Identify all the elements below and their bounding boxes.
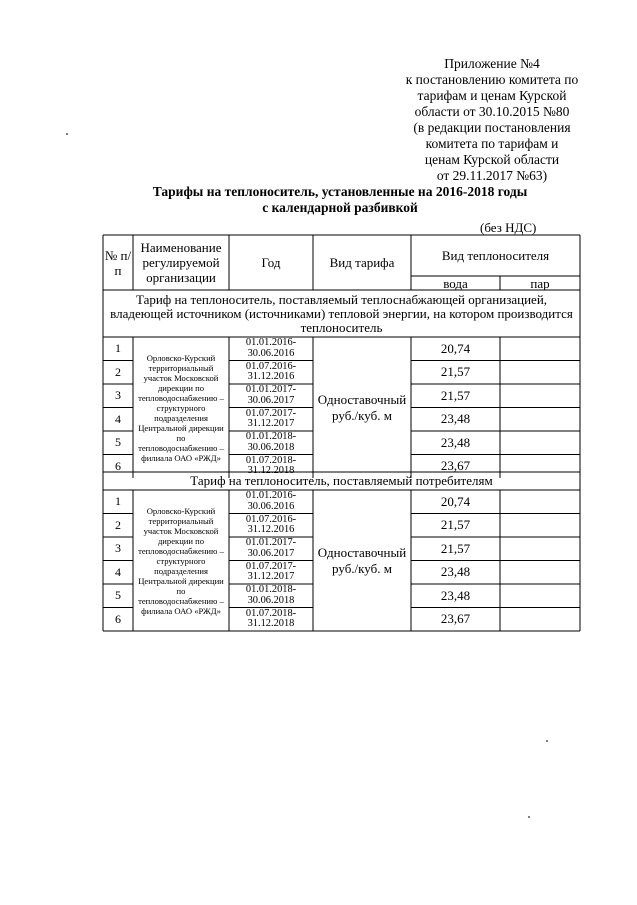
title-line-1: Тарифы на теплоноситель, установленные на 2016-2018 годы — [152, 184, 528, 199]
row-number: 6 — [115, 458, 121, 473]
water-tariff-value: 21,57 — [440, 364, 471, 380]
water-tariff-value: 23,48 — [440, 587, 471, 603]
annex-line: ценам Курской области — [424, 152, 560, 167]
steam-tariff-value — [500, 584, 580, 608]
header-organization: Наименование регулируемой организации — [140, 240, 222, 285]
organization-name: Орловско-Курский территориальный участок Московской дирекции по тепловодоснабжению – структурного подразделения Центральной дирекции по тепловодоснабжению – филиала ОАО «РЖД» — [138, 505, 224, 616]
row-number: 4 — [115, 564, 121, 579]
row-number: 2 — [115, 364, 121, 379]
row-number: 3 — [115, 541, 121, 556]
steam-tariff-value — [500, 431, 580, 455]
water-tariff-value: 20,74 — [440, 493, 471, 509]
header-year: Год — [261, 255, 281, 270]
row-number: 4 — [115, 411, 121, 426]
period-cell: 01.01.2018-30.06.2018 — [245, 584, 297, 606]
annex-line: (в редакции постановления — [413, 120, 571, 135]
annex-line: тарифам и ценам Курской — [417, 88, 567, 103]
water-tariff-value: 21,57 — [440, 540, 471, 556]
steam-tariff-value — [500, 408, 580, 432]
row-number: 2 — [115, 517, 121, 532]
scan-speck — [546, 740, 548, 742]
organization-name: Орловско-Курский территориальный участок Московской дирекции по тепловодоснабжению – структурного подразделения Центральной дирекции по тепловодоснабжению – филиала ОАО «РЖД» — [138, 352, 224, 463]
header-tariff-type: Вид тарифа — [329, 255, 395, 270]
steam-tariff-value — [500, 337, 580, 361]
header-water: вода — [443, 276, 468, 290]
water-tariff-value: 21,57 — [440, 517, 471, 533]
annex-line: комитета по тарифам и — [425, 136, 559, 151]
header-number: № п/п — [104, 247, 132, 278]
period-cell: 01.01.2018-30.06.2018 — [245, 431, 297, 453]
water-tariff-value: 23,48 — [440, 434, 471, 450]
annex-line: от 29.11.2017 №63) — [436, 168, 548, 183]
period-cell: 01.01.2016-30.06.2016 — [245, 337, 297, 359]
section-title: Тариф на теплоноситель, поставляемый потребителям — [190, 473, 493, 488]
period-cell: 01.07.2016-31.12.2016 — [245, 513, 297, 536]
row-number: 1 — [115, 494, 121, 509]
header-heat-carrier: Вид теплоносителя — [441, 248, 550, 263]
section-title: Тариф на теплоноситель, поставляемый теплоснабжающей организацией, владеющей источником (источниками) тепловой энергии, на котором производится теплоноситель — [110, 291, 573, 335]
period-cell: 01.07.2018-31.12.2018 — [245, 607, 297, 630]
row-number: 5 — [115, 588, 121, 603]
annex-line: к постановлению комитета по — [405, 72, 579, 87]
tariff-type: Одноставочный руб./куб. м — [317, 544, 407, 576]
period-cell: 01.07.2017-31.12.2017 — [245, 407, 297, 430]
period-cell: 01.01.2016-30.06.2016 — [245, 490, 297, 512]
water-tariff-value: 21,57 — [440, 387, 471, 403]
steam-tariff-value — [500, 561, 580, 585]
title-line-2: с календарной разбивкой — [262, 200, 418, 215]
row-number: 1 — [115, 341, 121, 356]
header-steam: пар — [530, 276, 550, 290]
steam-tariff-value — [500, 361, 580, 385]
water-tariff-value: 20,74 — [440, 340, 471, 356]
tariff-type: Одноставочный руб./куб. м — [317, 391, 407, 423]
period-cell: 01.01.2017-30.06.2017 — [245, 537, 297, 559]
period-cell: 01.07.2018-31.12.2018 — [245, 454, 297, 477]
period-cell: 01.07.2017-31.12.2017 — [245, 560, 297, 583]
row-number: 3 — [115, 388, 121, 403]
scan-speck — [66, 133, 68, 135]
water-tariff-value: 23,67 — [440, 611, 471, 627]
vat-note: (без НДС) — [480, 220, 537, 235]
steam-tariff-value — [500, 384, 580, 408]
annex-line: области от 30.10.2015 №80 — [414, 104, 570, 119]
scan-speck — [528, 816, 530, 818]
period-cell: 01.07.2016-31.12.2016 — [245, 360, 297, 383]
annex-line: Приложение №4 — [444, 56, 540, 71]
row-number: 6 — [115, 611, 121, 626]
water-tariff-value: 23,48 — [440, 411, 471, 427]
water-tariff-value: 23,48 — [440, 564, 471, 580]
water-tariff-value: 23,67 — [440, 458, 471, 474]
steam-tariff-value — [500, 514, 580, 538]
row-number: 5 — [115, 435, 121, 450]
steam-tariff-value — [500, 490, 580, 514]
period-cell: 01.01.2017-30.06.2017 — [245, 384, 297, 406]
steam-tariff-value — [500, 537, 580, 561]
steam-tariff-value — [500, 608, 580, 632]
